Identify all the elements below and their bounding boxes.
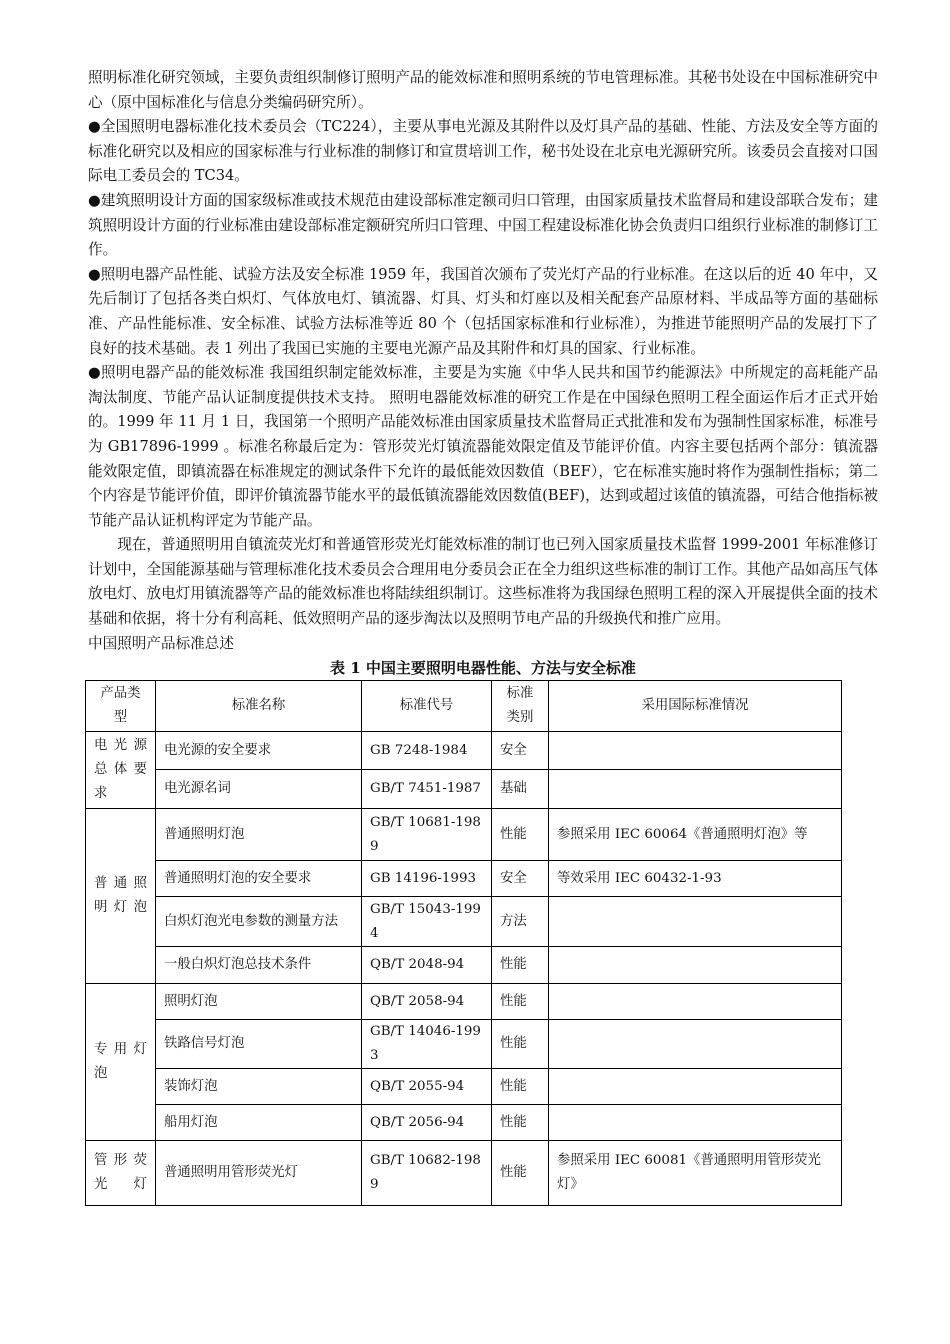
standard-type-cell: 基础 <box>492 770 549 809</box>
standard-code-cell: GB/T 7451-1987 <box>362 770 492 809</box>
standard-code-cell: QB/T 2056-94 <box>362 1105 492 1141</box>
header-standard-code: 标准代号 <box>362 681 492 732</box>
standard-type-cell: 方法 <box>492 897 549 947</box>
standard-type-cell: 性能 <box>492 809 549 861</box>
intl-adoption-cell <box>549 984 842 1020</box>
table-title: 表 1 中国主要照明电器性能、方法与安全标准 <box>330 659 636 678</box>
standard-code-cell: GB 7248-1984 <box>362 732 492 770</box>
table-row <box>86 1069 842 1105</box>
table-row <box>86 947 842 984</box>
standard-code-cell: GB/T 14046-1993 <box>362 1020 492 1069</box>
standard-name-cell: 普通照明灯泡 <box>156 809 362 861</box>
standard-type-cell: 性能 <box>492 947 549 984</box>
intl-adoption-cell <box>549 897 842 947</box>
standard-code-cell: GB 14196-1993 <box>362 861 492 897</box>
header-standard-name: 标准名称 <box>156 681 362 732</box>
standard-type-cell: 性能 <box>492 984 549 1020</box>
standard-code-cell: GB/T 10682-1989 <box>362 1141 492 1206</box>
category-cell: 专用灯泡 <box>86 984 156 1141</box>
intl-adoption-cell: 参照采用 IEC 60081《普通照明用管形荧光灯》 <box>549 1141 842 1206</box>
paragraph-performance-standards: ●照明电器产品性能、试验方法及安全标准 1959 年，我国首次颁布了荧光灯产品的行业标准。在这以后的近 40 年中，又先后制订了包括各类白炽灯、气体放电灯、镇流器、灯具、灯头和灯座以及相关配套产品原材料、半成品等方面的基础标准、产品性能标准、安全标准、试验方法标准等近 80 个（包括国家标准和行业标准），为推进节能照明产品的发展打下了良好的技术基础。表 1 列出了我国已实施的主要电光源产品及其附件和灯具的国家、行业标准。 <box>88 265 878 357</box>
standard-code-cell: QB/T 2048-94 <box>362 947 492 984</box>
intl-adoption-cell: 参照采用 IEC 60064《普通照明灯泡》等 <box>549 809 842 861</box>
table-row <box>86 770 842 809</box>
intl-adoption-cell <box>549 1105 842 1141</box>
table-row <box>86 897 842 947</box>
table-row <box>86 861 842 897</box>
table-row <box>86 1105 842 1141</box>
standard-type-cell: 安全 <box>492 861 549 897</box>
category-cell: 电光源总体要求 <box>86 732 156 809</box>
standard-type-cell: 性能 <box>492 1020 549 1069</box>
standards-table <box>85 680 842 1206</box>
intl-adoption-cell: 等效采用 IEC 60432-1-93 <box>549 861 842 897</box>
category-cell: 普通照明灯泡 <box>86 809 156 984</box>
standard-name-cell: 白炽灯泡光电参数的测量方法 <box>156 897 362 947</box>
standard-name-cell: 普通照明灯泡的安全要求 <box>156 861 362 897</box>
intl-adoption-cell <box>549 947 842 984</box>
standard-name-cell: 一般白炽灯泡总技术条件 <box>156 947 362 984</box>
standard-name-cell: 电光源的安全要求 <box>156 732 362 770</box>
document-page <box>88 66 878 1206</box>
paragraph-building-lighting: ●建筑照明设计方面的国家级标准或技术规范由建设部标准定额司归口管理，由国家质量技术监督局和建设部联合发布；建筑照明设计方面的行业标准由建设部标准定额研究所归口管理、中国工程建设标准化协会负责归口组织行业标准的制修订工作。 <box>88 191 878 259</box>
intl-adoption-cell <box>549 732 842 770</box>
intl-adoption-cell <box>549 770 842 809</box>
table-header-row <box>86 681 842 732</box>
standard-name-cell: 照明灯泡 <box>156 984 362 1020</box>
paragraph-standardization-intro: 照明标准化研究领域，主要负责组织制修订照明产品的能效标准和照明系统的节电管理标准。其秘书处设在中国标准研究中心（原中国标准化与信息分类编码研究所）。 <box>88 69 878 111</box>
standard-type-cell: 性能 <box>492 1141 549 1206</box>
standard-code-cell: QB/T 2055-94 <box>362 1069 492 1105</box>
standard-name-cell: 电光源名词 <box>156 770 362 809</box>
table-row <box>86 1020 842 1069</box>
paragraph-current-plans: 现在，普通照明用自镇流荧光灯和普通管形荧光灯能效标准的制订也已列入国家质量技术监督 1999-2001 年标准修订计划中，全国能源基础与管理标准化技术委员会合理用电分委员会正在全力组织这些标准的制订工作。其他产品如高压气体放电灯、放电灯用镇流器等产品的能效标准也将陆续组织制订。这些标准将为我国绿色照明工程的深入开展提供全面的技术基础和依据，将十分有利高耗、低效照明产品的逐步淘汰以及照明节电产品的升级换代和推广应用。 <box>88 536 878 628</box>
intl-adoption-cell <box>549 1020 842 1069</box>
standard-code-cell: GB/T 10681-1989 <box>362 809 492 861</box>
intl-adoption-cell <box>549 1069 842 1105</box>
section-heading: 中国照明产品标准总述 <box>88 634 234 652</box>
standard-name-cell: 船用灯泡 <box>156 1105 362 1141</box>
table-row <box>86 984 842 1020</box>
header-standard-type: 标准类别 <box>492 681 549 732</box>
standard-name-cell: 装饰灯泡 <box>156 1069 362 1105</box>
standard-type-cell: 安全 <box>492 732 549 770</box>
category-cell: 管形荧光灯 <box>86 1141 156 1206</box>
paragraph-efficiency-standards: ●照明电器产品的能效标准 我国组织制定能效标准，主要是为实施《中华人民共和国节约能源法》中所规定的高耗能产品淘汰制度、节能产品认证制度提供技术支持。 照明电器能效标准的研究工作是在中国绿色照明工程全面运作后才正式开始的。1999 年 11 月 1 日，我国第一个照明产品能效标准由国家质量技术监督局正式批准和发布为强制性国家标准，标准号为 GB17896-1999 。标准名称最后定为：管形荧光灯镇流器能效限定值及节能评价值。内容主要包括两个部分：镇流器能效限定值，即镇流器在标准规定的测试条件下允许的最低能效因数值（BEF），它在标准实施时将作为强制性指标；第二个内容是节能评价值，即评价镇流器节能水平的最低镇流器能效因数值(BEF)，达到或超过该值的镇流器，可结合他指标被节能产品认证机构评定为节能产品。 <box>88 364 878 529</box>
header-product-type: 产品类型 <box>86 681 156 732</box>
standard-name-cell: 铁路信号灯泡 <box>156 1020 362 1069</box>
header-intl-adoption: 采用国际标准情况 <box>549 681 842 732</box>
standard-code-cell: QB/T 2058-94 <box>362 984 492 1020</box>
standard-type-cell: 性能 <box>492 1105 549 1141</box>
table-row <box>86 1141 842 1206</box>
table-row <box>86 732 842 770</box>
standard-type-cell: 性能 <box>492 1069 549 1105</box>
paragraph-tc224: ●全国照明电器标准化技术委员会（TC224），主要从事电光源及其附件以及灯具产品的基础、性能、方法及安全等方面的标准化研究以及相应的国家标准与行业标准的制修订和宣贯培训工作，秘书处设在北京电光源研究所。该委员会直接对口国际电工委员会的 TC34。 <box>88 118 878 185</box>
table-row <box>86 809 842 861</box>
standard-code-cell: GB/T 15043-1994 <box>362 897 492 947</box>
standard-name-cell: 普通照明用管形荧光灯 <box>156 1141 362 1206</box>
